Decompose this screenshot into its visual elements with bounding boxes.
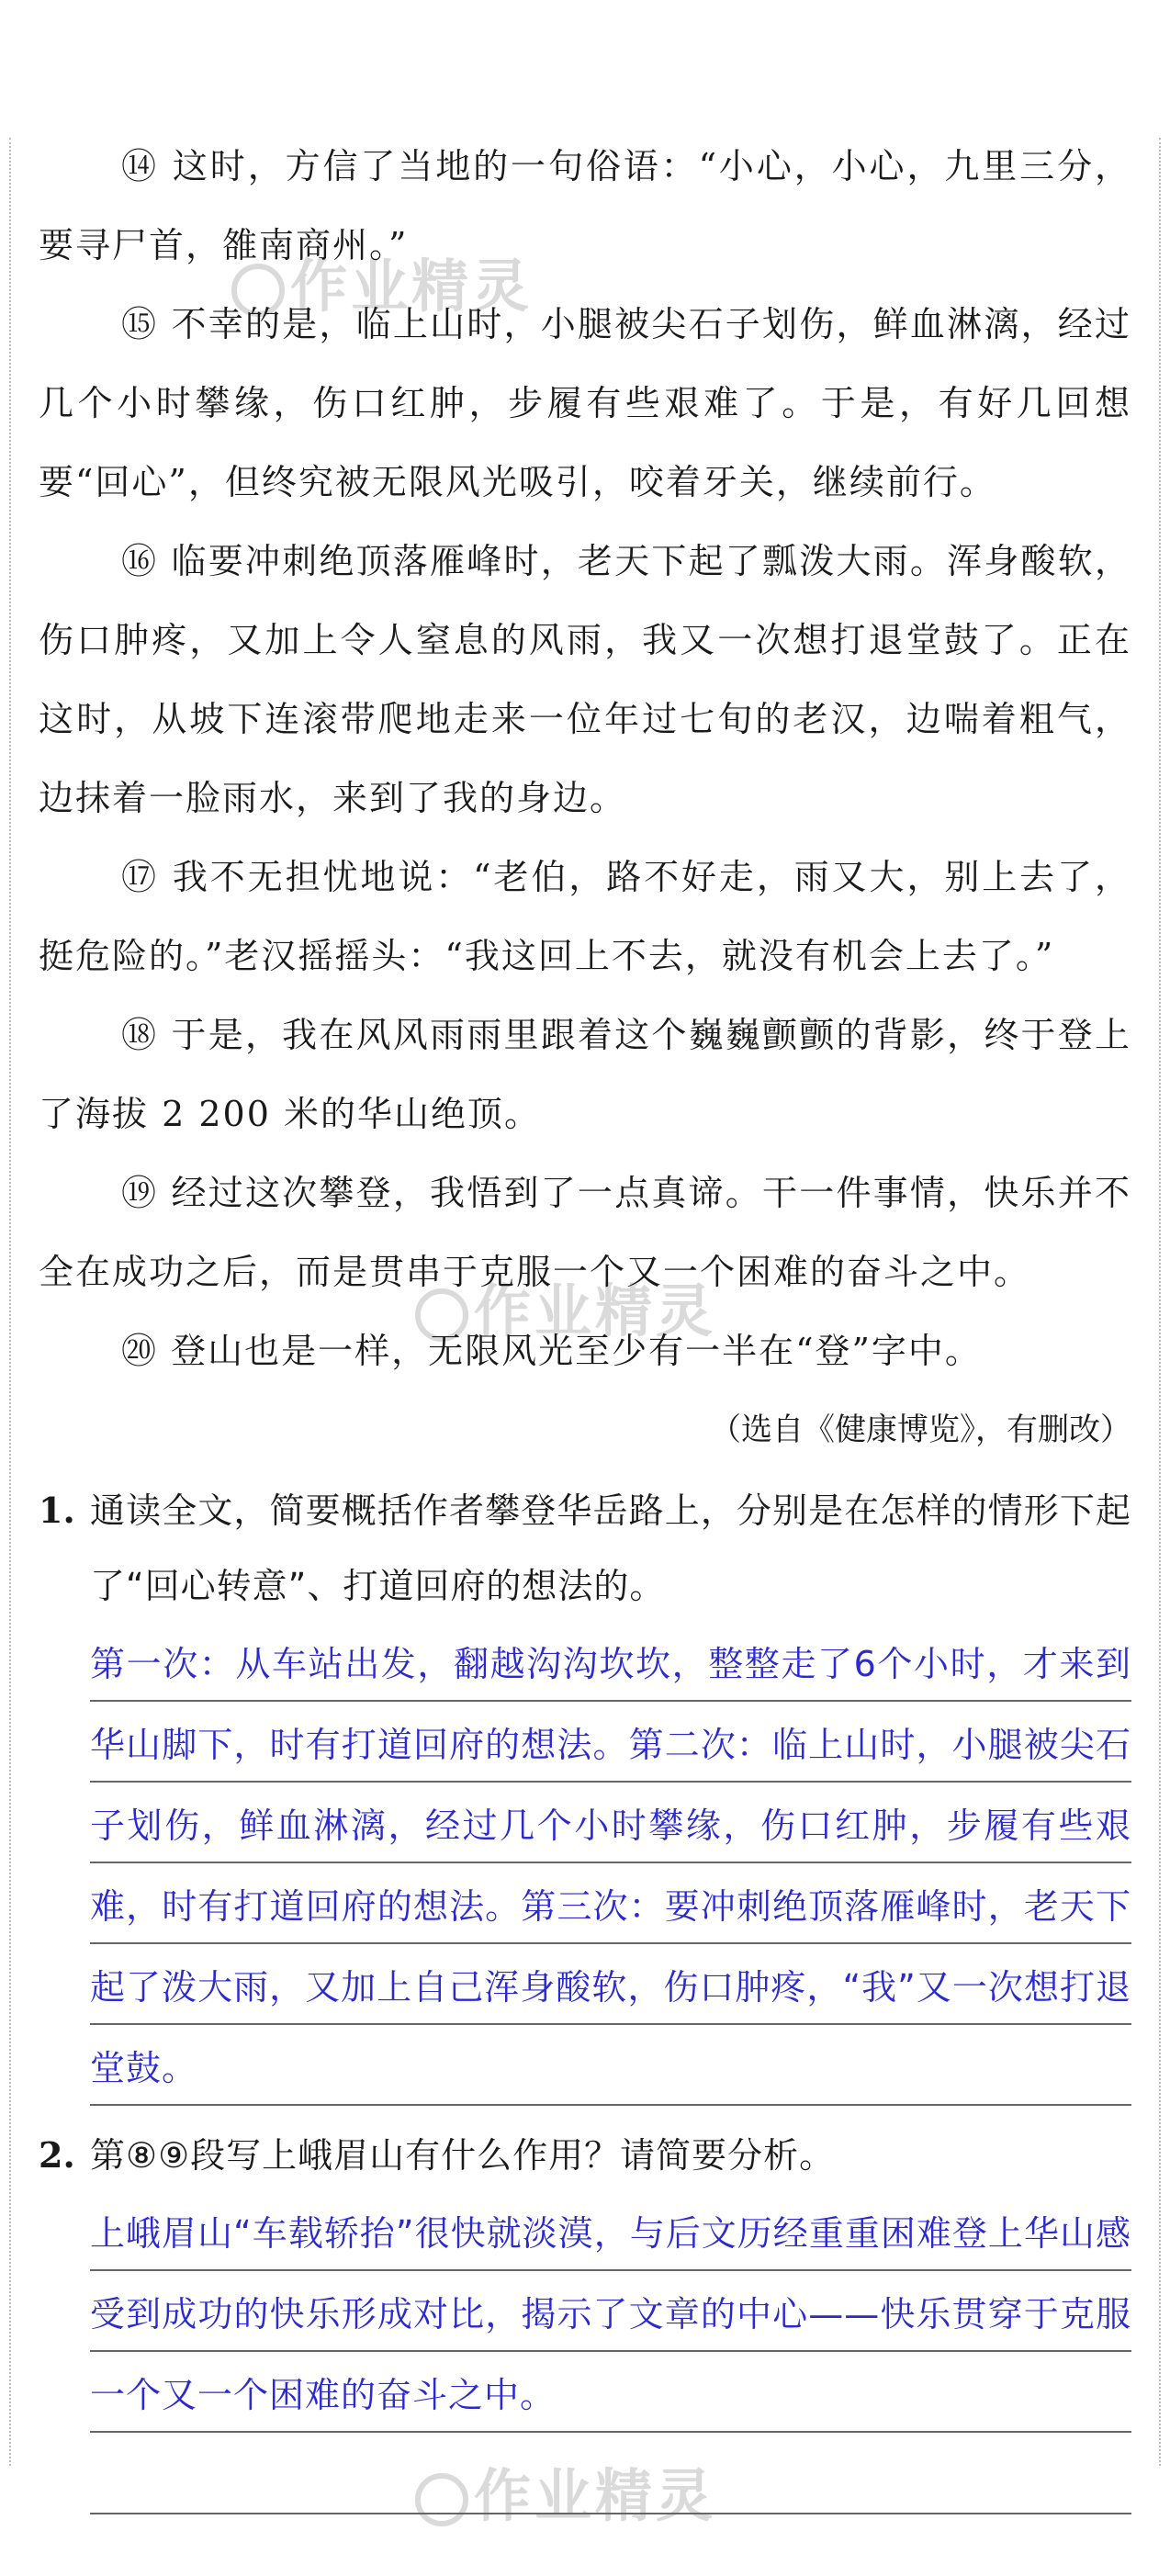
question-prompt: 第⑧⑨段写上峨眉山有什么作用？请简要分析。 — [90, 2135, 836, 2176]
question-1 — [39, 1473, 1131, 2109]
paragraph-19: ⑲ 经过这次攀登，我悟到了一点真谛。干一件事情，快乐并不全在成功之后，而是贯串于克服一个又一个困难的奋斗之中。 — [39, 1173, 1131, 1292]
question-2 — [39, 2118, 1131, 2514]
watermark-middle: 作业精灵 — [415, 1266, 716, 1347]
watermark-bottom: 作业精灵 — [415, 2450, 716, 2532]
source-citation: （选自《健康博览》，有删改） — [710, 1412, 1131, 1448]
empty-answer-line[interactable] — [90, 2432, 1131, 2514]
paragraph-14: ⑭ 这时，方信了当地的一句俗语：“小心，小心，九里三分，要寻尸首，雒南商州。” — [39, 146, 1131, 265]
question-number: 2. — [39, 2134, 75, 2176]
question-prompt: 通读全文，简要概括作者攀登华岳路上，分别是在怎样的情形下起了“回心转意”、打道回府的想法的。 — [90, 1490, 1131, 1606]
paragraph-16: ⑯ 临要冲刺绝顶落雁峰时，老天下起了瓢泼大雨。浑身酸软，伤口肿疼，又加上令人窒息的风雨，我又一次想打退堂鼓了。正在这时，从坡下连滚带爬地走来一位年过七旬的老汉，边喘着粗气，边抹着一脸雨水，来到了我的身边。 — [39, 541, 1131, 818]
paragraph-17: ⑰ 我不无担忧地说：“老伯，路不好走，雨又大，别上去了，挺危险的。”老汉摇摇头：“我这回上不去，就没有机会上去了。” — [39, 857, 1131, 976]
left-margin-dotted-line — [9, 138, 11, 2466]
right-margin-dotted-line — [1159, 138, 1161, 2466]
watermark-top: 作业精灵 — [231, 241, 533, 322]
answer-field-2[interactable]: 上峨眉山“车载轿抬”很快就淡漠，与后文历经重重困难登上华山感受到成功的快乐形成对比，揭示了文章的中心——快乐贯穿于克服一个又一个困难的奋斗之中。 — [90, 2193, 1131, 2435]
answer-field-1[interactable]: 第一次：从车站出发，翻越沟沟坎坎，整整走了6个小时，才来到华山脚下，时有打道回府的想法。第二次：临上山时，小腿被尖石子划伤，鲜血淋漓，经过几个小时攀缘，伤口红肿，步履有些艰难，时有打道回府的想法。第三次：要冲刺绝顶落雁峰时，老天下起了泼大雨，又加上自己浑身酸软，伤口肿疼，“我”又一次想打退堂鼓。 — [90, 1624, 1131, 2109]
question-2-header — [39, 2118, 1131, 2193]
passage — [39, 127, 1131, 1469]
question-number: 1. — [39, 1490, 75, 1531]
paragraph-20: ⑳ 登山也是一样，无限风光至少有一半在“登”字中。 — [121, 1331, 982, 1371]
paragraph-15: ⑮ 不幸的是，临上山时，小腿被尖石子划伤，鲜血淋漓，经过几个小时攀缘，伤口红肿，步履有些艰难了。于是，有好几回想要“回心”，但终究被无限风光吸引，咬着牙关，继续前行。 — [39, 304, 1131, 502]
paragraph-18: ⑱ 于是，我在风风雨雨里跟着这个巍巍颤颤的背影，终于登上了海拔 2 200 米的华山绝顶。 — [39, 1015, 1131, 1134]
question-1-header — [39, 1473, 1131, 1624]
content — [39, 127, 1131, 2514]
